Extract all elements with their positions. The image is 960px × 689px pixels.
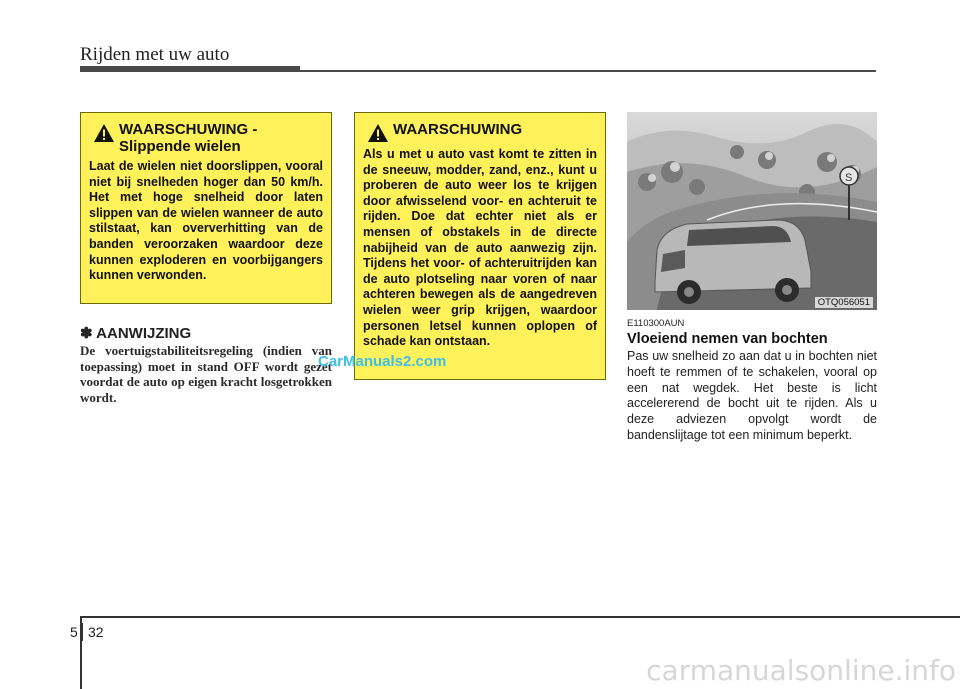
footer-separator <box>82 623 83 641</box>
warning-box-vastzitten <box>354 112 606 380</box>
svg-text:S: S <box>845 172 853 184</box>
warning-text: Als u met u auto vast komt te zitten in de sneeuw, modder, zand, enz., kunt u proberen de auto weer los te krijgen door afwisselend voor- en achteruit te rijden. Doe dat echter niet als er mensen of obstakels in de directe nabijheid van de auto aanwezig zijn. Tijdens het voor- of achteruitrijden kan de auto plotseling naar voren of naar achteren bewegen als de aangedreven wielen weer grip krijgen, waardoor personen letsel kunnen oplopen of schade kan ontstaan. <box>363 147 597 349</box>
header-rule-thick <box>80 66 300 72</box>
warning-text: Laat de wielen niet doorslippen, vooral niet bij snelheden hoger dan 50 km/h. Het met hoge snelheid door laten slippen van de wielen wanneer de auto stilstaat, kan oververhitting van de banden veroorzaken waardoor deze kunnen exploderen en voorbijgangers kunnen verwonden. <box>89 159 323 283</box>
page-number: 32 <box>88 624 104 640</box>
illustration-van-on-curve <box>627 112 877 310</box>
footer-rule <box>80 616 960 618</box>
chapter-number: 5 <box>70 624 78 640</box>
page-header-title: Rijden met uw auto <box>80 44 230 65</box>
warning-triangle-icon <box>367 123 389 143</box>
note-title: ✽ AANWIJZING <box>80 325 192 342</box>
van-on-winding-road-image <box>627 112 877 310</box>
warning-title: WAARSCHUWING - <box>119 121 258 138</box>
illustration-code: OTQ056051 <box>815 297 873 308</box>
section-code: E110300AUN <box>627 318 685 329</box>
watermark-text: CarManuals2.com <box>318 353 447 370</box>
note-text: De voertuigstabiliteitsregeling (indien van toepassing) moet in stand OFF wordt gezet voordat de auto op eigen kracht losgetrokken wordt. <box>80 343 332 405</box>
warning-triangle-icon <box>93 123 115 143</box>
site-watermark: carmanualsonline.info <box>646 654 956 687</box>
warning-title: WAARSCHUWING <box>393 121 523 138</box>
section-title: Vloeiend nemen van bochten <box>627 331 828 347</box>
warning-box-slippende-wielen <box>80 112 332 304</box>
header-rule-thin <box>300 70 876 72</box>
section-text: Pas uw snelheid zo aan dat u in bochten niet hoeft te remmen of te schakelen, vooral op een nat wegdek. Het beste is licht accelererend de bocht uit te rijden. Als u deze adviezen opvolgt wordt de bandenslijtage tot een minimum beperkt. <box>627 349 877 442</box>
warning-subtitle: Slippende wielen <box>119 138 241 155</box>
